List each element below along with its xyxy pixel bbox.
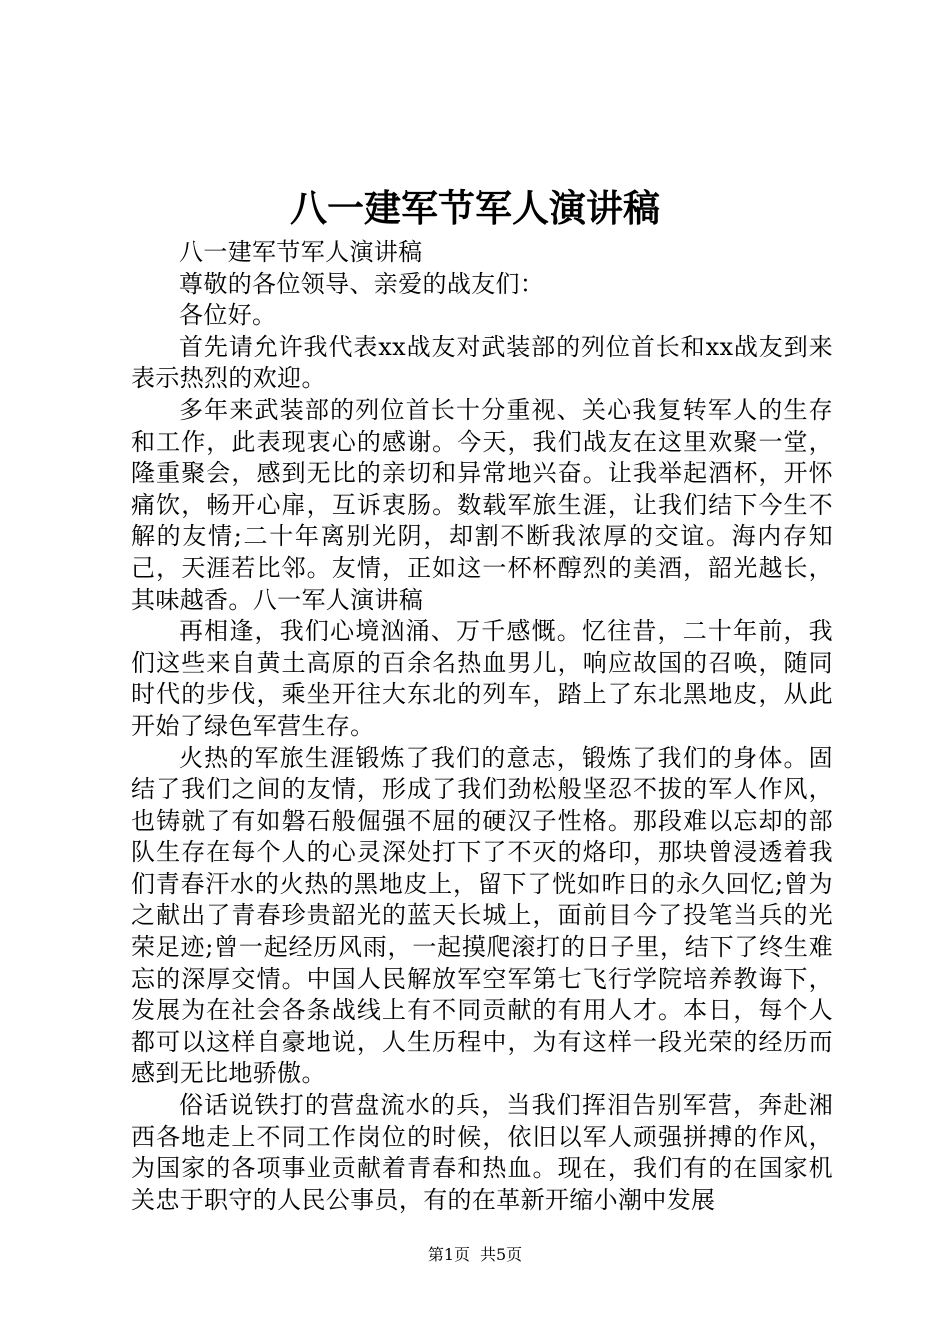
paragraph-reunion: 再相逢，我们心境汹涌、万千感慨。忆往昔，二十年前，我们这些来自黄土高原的百余名热血男儿，响应故国的召唤，随同时代的步伐，乘坐开往大东北的列车，踏上了东北黑地皮，从此开始了绿色军营生存。 [131, 617, 833, 740]
paragraph-heading-repeat: 八一建军节军人演讲稿 [179, 238, 423, 266]
page-footer [0, 1244, 950, 1266]
page-total: 共5页 [480, 1245, 523, 1264]
paragraph-welcome: 首先请允许我代表xx战友对武装部的列位首长和xx战友到来表示热烈的欢迎。 [131, 332, 833, 393]
paragraph-after-service: 俗话说铁打的营盘流水的兵，当我们挥泪告别军营，奔赴湘西各地走上不同工作岗位的时候，依旧以军人顽强拼搏的作风，为国家的各项事业贡献着青春和热血。现在，我们有的在国家机关忠于职守的人民公事员，有的在革新开缩小潮中发展 [131, 1091, 833, 1214]
paragraph-gratitude: 多年来武装部的列位首长十分重视、关心我复转军人的生存和工作，此表现衷心的感谢。今天，我们战友在这里欢聚一堂，隆重聚会，感到无比的亲切和异常地兴奋。让我举起酒杯，开怀痛饮，畅开心扉，互诉衷肠。数载军旅生涯，让我们结下今生不解的友情;二十年离别光阴，却割不断我浓厚的交谊。海内存知己，天涯若比邻。友情，正如这一杯杯醇烈的美酒，韶光越长，其味越香。八一军人演讲稿 [131, 395, 833, 614]
page-number: 第1页 [427, 1245, 470, 1264]
document-title: 八一建军节军人演讲稿 [290, 186, 660, 230]
paragraph-salutation: 尊敬的各位领导、亲爱的战友们： [179, 269, 545, 298]
document-body [131, 237, 833, 1216]
paragraph-military-life: 火热的军旅生涯锻炼了我们的意志，锻炼了我们的身体。固结了我们之间的友情，形成了我们劲松般坚忍不拔的军人作风，也铸就了有如磐石般倔强不屈的硬汉子性格。那段难以忘却的部队生存在每个人的心灵深处打下了不灭的烙印，那块曾浸透着我们青春汗水的火热的黑地皮上，留下了恍如昨日的永久回忆;曾为之献出了青春珍贵韶光的蓝天长城上，面前目今了投笔当兵的光荣足迹;曾一起经历风雨，一起摸爬滚打的日子里，结下了终生难忘的深厚交情。中国人民解放军空军第七飞行学院培养教诲下，发展为在社会各条战线上有不同贡献的有用人才。本日，每个人都可以这样自豪地说，人生历程中，为有这样一段光荣的经历而感到无比地骄傲。 [131, 743, 833, 1088]
paragraph-greeting: 各位好。 [179, 301, 277, 330]
